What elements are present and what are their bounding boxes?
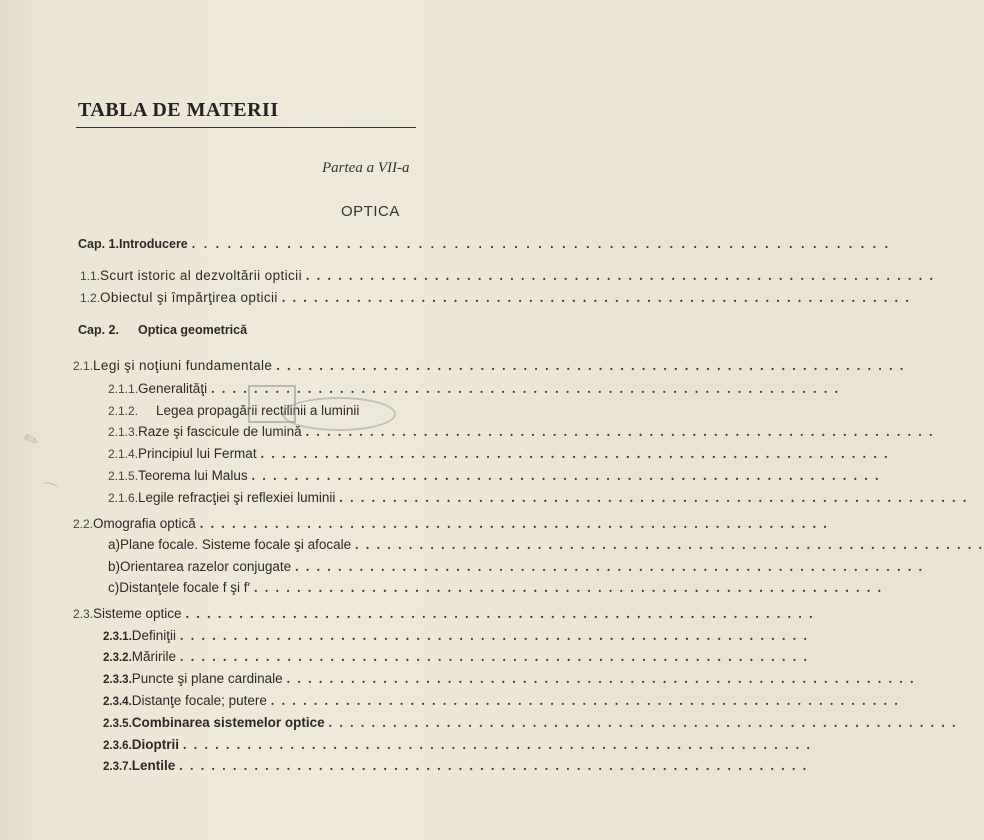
dot-leader: . . . . . . . . . . . . . . . . . . . . . . . . . . . . . . . . . . . . . . . . . . . . . . . . . . . . . . . . . . .	[254, 580, 883, 595]
entry-number: b)	[108, 559, 121, 574]
entry-number: Cap. 1.	[78, 237, 119, 251]
dot-leader: . . . . . . . . . . . . . . . . . . . . . . . . . . . . . . . . . . . . . . . . . . . . . . . . . . . . . . . . . . .	[180, 649, 809, 664]
toc-entry	[73, 606, 815, 622]
entry-number: 2.1.	[73, 359, 94, 373]
entry-label: Optica geometrică	[138, 323, 248, 337]
entry-label: Obiectul şi împărţirea opticii	[100, 290, 278, 305]
dot-leader: . . . . . . . . . . . . . . . . . . . . . . . . . . . . . . . . . . . . . . . . . . . . . . . . . . . . . . . . . . .	[211, 381, 840, 396]
dot-leader: . . . . . . . . . . . . . . . . . . . . . . . . . . . . . . . . . . . . . . . . . . . . . . . . . . . . . . . . . . .	[185, 606, 815, 621]
dot-leader: . . . . . . . . . . . . . . . . . . . . . . . . . . . . . . . . . . . . . . . . . . . . . . . . . . . . . . . . . . .	[180, 628, 809, 643]
toc-entry	[103, 758, 809, 774]
entry-number: 2.1.5.	[108, 469, 139, 483]
entry-label: Sisteme optice	[93, 606, 182, 621]
dot-leader: . . . . . . . . . . . . . . . . . . . . . . . . . . . . . . . . . . . . . . . . . . . . . . . . . . . . . . . . . . .	[328, 715, 958, 730]
pencil-mark: ✎	[20, 428, 43, 453]
entry-label: Legile refracţiei şi reflexiei luminii	[138, 490, 336, 505]
entry-label: Raze şi fascicule de lumină	[138, 424, 302, 439]
toc-entry	[103, 693, 900, 709]
entry-number: 2.1.1.	[108, 382, 139, 396]
entry-label: Măririle	[131, 649, 177, 664]
toc-entry	[80, 268, 935, 284]
dot-leader: . . . . . . . . . . . . . . . . . . . . . . . . . . . . . . . . . . . . . . . . . . . . . . . . . . . . . . . . . . .	[270, 693, 900, 708]
entry-label: Generalităţi	[138, 381, 208, 396]
entry-number: c)	[108, 580, 120, 595]
entry-number: Cap. 2.	[78, 323, 119, 337]
entry-number: 2.1.6.	[108, 491, 139, 505]
toc-entry	[108, 490, 969, 506]
toc-entry	[103, 671, 916, 687]
entry-label: Introducere	[119, 237, 188, 251]
entry-label: Legea propagării rectilinii a luminii	[156, 403, 360, 418]
toc-entry	[103, 649, 809, 665]
dot-leader: . . . . . . . . . . . . . . . . . . . . . . . . . . . . . . . . . . . . . . . . . . . . . . . . . . . . . . . . . . .	[183, 737, 812, 752]
page-title: TABLA DE MATERII	[78, 99, 279, 121]
entry-label: Puncte şi plane cardinale	[131, 671, 283, 686]
toc-entry	[73, 516, 829, 532]
entry-number: 2.1.4.	[108, 447, 139, 461]
dot-leader: . . . . . . . . . . . . . . . . . . . . . . . . . . . . . . . . . . . . . . . . . . . . . . . . . . . . . . . . . . .	[179, 758, 809, 773]
toc-entry	[103, 628, 809, 644]
dot-leader: . . . . . . . . . . . . . . . . . . . . . . . . . . . . . . . . . . . . . . . . . . . . . . . . . . . . . . . . . . .	[260, 446, 890, 461]
entry-number: 2.2.	[73, 517, 94, 531]
toc-entry	[73, 358, 906, 374]
entry-label: Distanţele focale f şi f′	[119, 580, 251, 595]
entry-label: Lentile	[131, 758, 176, 773]
part-heading: Partea a VII-a	[322, 160, 410, 176]
entry-number: 2.3.7.	[103, 761, 132, 773]
entry-label: Scurt istoric al dezvoltării opticii	[100, 268, 302, 283]
entry-label: Dioptrii	[131, 737, 180, 752]
entry-label: Teorema lui Malus	[138, 468, 248, 483]
entry-number: 2.3.	[73, 607, 94, 621]
toc-entry	[103, 715, 958, 731]
toc-entry-chapter-1	[78, 237, 891, 251]
entry-number: 2.1.2.	[108, 404, 139, 418]
dot-leader: . . . . . . . . . . . . . . . . . . . . . . . . . . . . . . . . . . . . . . . . . . . . . . . . . . . . . . . . . . .	[276, 358, 906, 373]
dot-leader: . . . . . . . . . . . . . . . . . . . . . . . . . . . . . . . . . . . . . . . . . . . . . . . . . . . . . . . . . . .	[305, 268, 935, 283]
entry-label: Principiul lui Fermat	[138, 446, 257, 461]
toc-entry	[108, 580, 883, 596]
entry-number: a)	[108, 537, 121, 552]
entry-number: 2.3.2.	[103, 652, 132, 664]
entry-label: Orientarea razelor conjugate	[120, 559, 292, 574]
entry-number: 2.3.6.	[103, 740, 132, 752]
entry-number: 2.3.5.	[103, 718, 132, 730]
dot-leader: . . . . . . . . . . . . . . . . . . . . . . . . . . . . . . . . . . . . . . . . . . . . . . . . . . . . . . . . . . .	[251, 468, 881, 483]
dot-leader: . . . . . . . . . . . . . . . . . . . . . . . . . . . . . . . . . . . . . . . . . . . . . . . . . . . . . . . . . . .	[199, 516, 829, 531]
toc-entry	[80, 290, 911, 306]
entry-number: 1.2.	[80, 291, 101, 305]
entry-label: Plane focale. Sisteme focale şi afocale	[120, 537, 352, 552]
dot-leader: . . . . . . . . . . . . . . . . . . . . . . . . . . . . . . . . . . . . . . . . . . . . . . . . . . . . . . . . . . .	[355, 537, 984, 552]
entry-number: 2.3.4.	[103, 696, 132, 708]
dot-leader: . . . . . . . . . . . . . . . . . . . . . . . . . . . . . . . . . . . . . . . . . . . . . . . . . . . . . . . . . . .	[305, 424, 935, 439]
toc-entry	[108, 537, 984, 553]
section-heading: OPTICA	[341, 203, 400, 220]
library-stamp-oval	[282, 397, 396, 431]
entry-number: 2.3.3.	[103, 674, 132, 686]
entry-label: Distanţe focale; putere	[131, 693, 267, 708]
title-underline	[76, 127, 416, 128]
entry-number: 1.1.	[80, 269, 101, 283]
toc-entry	[108, 468, 881, 484]
toc-entry-chapter-2	[78, 323, 614, 337]
entry-label: Legi şi noţiuni fundamentale	[93, 358, 273, 373]
entry-label: Omografia optică	[93, 516, 196, 531]
entry-number: 2.3.1.	[103, 631, 132, 643]
pencil-mark: ⌒	[37, 479, 61, 505]
entry-label: Combinarea sistemelor optice	[131, 715, 325, 730]
entry-label: Definiţii	[131, 628, 177, 643]
dot-leader: . . . . . . . . . . . . . . . . . . . . . . . . . . . . . . . . . . . . . . . . . . . . . . . . . . . . . . . . . . .	[339, 490, 969, 505]
entry-number: 2.1.3.	[108, 425, 139, 439]
toc-entry	[108, 559, 924, 575]
toc-entry	[108, 446, 890, 462]
dot-leader: . . . . . . . . . . . . . . . . . . . . . . . . . . . . . . . . . . . . . . . . . . . . . . . . . . . . . . . . . . .	[295, 559, 924, 574]
toc-entry	[108, 381, 840, 397]
dot-leader: . . . . . . . . . . . . . . . . . . . . . . . . . . . . . . . . . . . . . . . . . . . . . . . . . . . . . . . . . . .	[191, 237, 891, 251]
dot-leader: . . . . . . . . . . . . . . . . . . . . . . . . . . . . . . . . . . . . . . . . . . . . . . . . . . . . . . . . . . .	[286, 671, 916, 686]
dot-leader: . . . . . . . . . . . . . . . . . . . . . . . . . . . . . . . . . . . . . . . . . . . . . . . . . . . . . . . . . . .	[281, 290, 911, 305]
toc-entry	[103, 737, 812, 753]
